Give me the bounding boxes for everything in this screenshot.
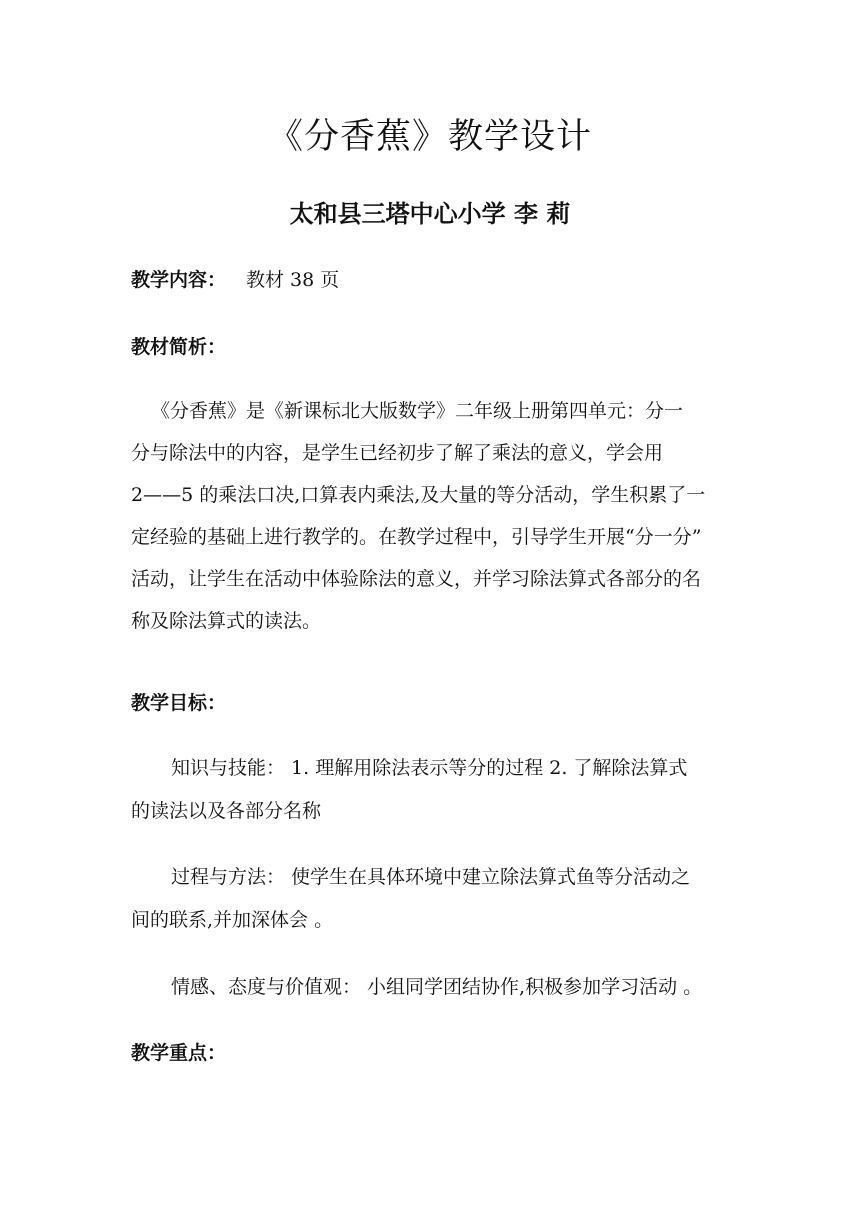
goal-knowledge-line-1: 知识与技能： 1. 理解用除法表示等分的过程 2. 了解除法算式	[171, 757, 688, 779]
teaching-content-label: 教学内容：	[131, 269, 227, 291]
analysis-line-6: 称及除法算式的读法。	[131, 610, 322, 632]
document-title: 《分香蕉》教学设计	[267, 117, 592, 157]
analysis-heading: 教材简析：	[131, 336, 227, 358]
goal-process-line-1: 过程与方法： 使学生在具体环境中建立除法算式鱼等分活动之	[171, 866, 691, 888]
keypoints-heading: 教学重点：	[131, 1042, 227, 1064]
analysis-line-1: 《分香蕉》是《新课标北大版数学》二年级上册第四单元：分一	[151, 400, 684, 422]
author-line: 太和县三塔中心小学 李 莉	[289, 199, 571, 228]
teaching-content-value: 教材 38 页	[246, 269, 340, 291]
goal-knowledge-line-2: 的读法以及各部分名称	[131, 800, 322, 822]
goal-emotion-line: 情感、态度与价值观： 小组同学团结协作,积极参加学习活动 。	[171, 976, 703, 998]
analysis-line-5: 活动，让学生在活动中体验除法的意义，并学习除法算式各部分的名	[131, 568, 702, 590]
analysis-line-3: 2——5 的乘法口决,口算表内乘法,及大量的等分活动，学生积累了一	[131, 484, 706, 506]
goals-heading: 教学目标：	[131, 692, 227, 714]
goal-process-line-2: 间的联系,并加深体会 。	[131, 909, 334, 931]
analysis-line-4: 定经验的基础上进行教学的。在教学过程中，引导学生开展“分一分”	[131, 526, 702, 548]
teaching-content	[131, 265, 741, 295]
analysis-line-2: 分与除法中的内容，是学生已经初步了解了乘法的意义，学会用	[131, 442, 664, 464]
